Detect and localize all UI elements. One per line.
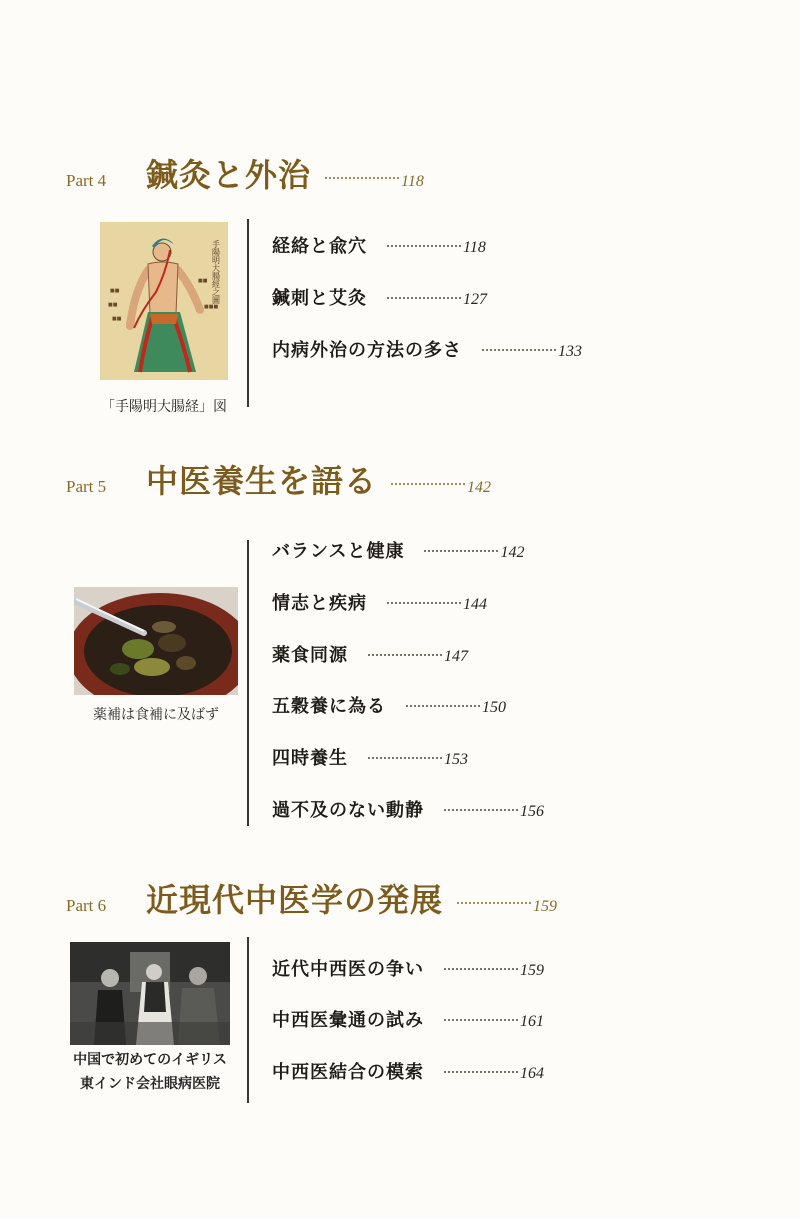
- entry-title: 中西医結合の模索: [272, 1062, 424, 1083]
- part-5-heading[interactable]: [66, 456, 491, 502]
- toc-entry[interactable]: [272, 692, 506, 718]
- part-title: 鍼灸と外治: [146, 156, 312, 194]
- page-number: 161: [520, 1013, 544, 1030]
- leader-dots: [387, 602, 461, 604]
- svg-text:■■: ■■: [198, 278, 208, 284]
- entry-title: 経絡と兪穴: [272, 236, 367, 257]
- part-number: Part 4: [66, 171, 107, 190]
- figure-caption: 薬補は食補に及ばず: [93, 707, 219, 723]
- leader-dots: [444, 1019, 518, 1021]
- entry-title: 中西医彙通の試み: [272, 1010, 424, 1031]
- leader-dots: [368, 654, 442, 656]
- leader-dots: [424, 550, 498, 552]
- entry-title: 五穀養に為る: [272, 696, 386, 717]
- entry-title: 過不及のない動静: [272, 800, 424, 821]
- part-number: Part 6: [66, 896, 107, 915]
- page-number: 133: [558, 343, 582, 360]
- divider-line: [247, 219, 249, 407]
- entry-title: 薬食同源: [272, 645, 348, 666]
- entry-title: 鍼刺と艾灸: [272, 288, 367, 309]
- chart-vertical-title: 手陽明大腸經之圖: [211, 240, 221, 304]
- entry-title: 四時養生: [272, 748, 348, 769]
- caption-line: 中国で初めてのイギリス: [73, 1052, 227, 1068]
- part-title: 中医養生を語る: [146, 462, 378, 500]
- svg-text:■■: ■■: [110, 288, 120, 294]
- toc-entry[interactable]: [272, 284, 487, 310]
- leader-dots: [444, 809, 518, 811]
- leader-dots: [391, 483, 465, 485]
- leader-dots: [387, 297, 461, 299]
- meridian-chart-image: [100, 222, 228, 380]
- leader-dots: [406, 705, 480, 707]
- figure-caption: 「手陽明大腸経」図: [101, 399, 227, 415]
- page-number: 164: [520, 1065, 544, 1082]
- toc-entry[interactable]: [272, 537, 524, 563]
- page-number: 159: [520, 962, 544, 979]
- toc-entry[interactable]: [272, 232, 486, 258]
- figure-caption: [58, 1048, 242, 1096]
- entry-title: 情志と疾病: [272, 593, 367, 614]
- leader-dots: [457, 902, 531, 904]
- part-number: Part 5: [66, 477, 107, 496]
- entry-title: 近代中西医の争い: [272, 959, 424, 980]
- page-number: 150: [482, 699, 506, 716]
- leader-dots: [482, 349, 556, 351]
- caption-line: 東インド会社眼病医院: [80, 1076, 220, 1092]
- page-number: 142: [467, 479, 492, 496]
- leader-dots: [368, 757, 442, 759]
- toc-entry[interactable]: [272, 796, 544, 822]
- leader-dots: [325, 177, 399, 179]
- part-title: 近現代中医学の発展: [146, 881, 444, 919]
- toc-entry[interactable]: [272, 955, 544, 981]
- herbal-soup-image: [74, 587, 238, 695]
- page-number: 118: [401, 173, 424, 190]
- part-6-heading[interactable]: [66, 875, 557, 921]
- page-number: 127: [463, 291, 487, 308]
- leader-dots: [444, 968, 518, 970]
- toc-entry[interactable]: [272, 336, 582, 362]
- page-number: 142: [500, 544, 525, 561]
- part-4-heading[interactable]: [66, 150, 424, 196]
- svg-text:■■■: ■■■: [204, 304, 219, 310]
- entry-title: 内病外治の方法の多さ: [272, 340, 462, 361]
- divider-line: [247, 540, 249, 826]
- page-number: 118: [463, 239, 486, 256]
- page-number: 159: [533, 898, 558, 915]
- toc-entry[interactable]: [272, 1058, 544, 1084]
- entry-title: バランスと健康: [272, 541, 405, 562]
- leader-dots: [444, 1071, 518, 1073]
- eye-hospital-image: [70, 942, 230, 1045]
- divider-line: [247, 937, 249, 1103]
- toc-entry[interactable]: [272, 1006, 544, 1032]
- svg-text:■■: ■■: [112, 316, 122, 322]
- svg-text:■■: ■■: [108, 302, 118, 308]
- toc-entry[interactable]: [272, 589, 487, 615]
- page-number: 147: [444, 648, 468, 665]
- leader-dots: [387, 245, 461, 247]
- toc-entry[interactable]: [272, 744, 468, 770]
- toc-entry[interactable]: [272, 641, 468, 667]
- page-number: 156: [520, 803, 544, 820]
- page-number: 153: [444, 751, 468, 768]
- page-number: 144: [463, 596, 487, 613]
